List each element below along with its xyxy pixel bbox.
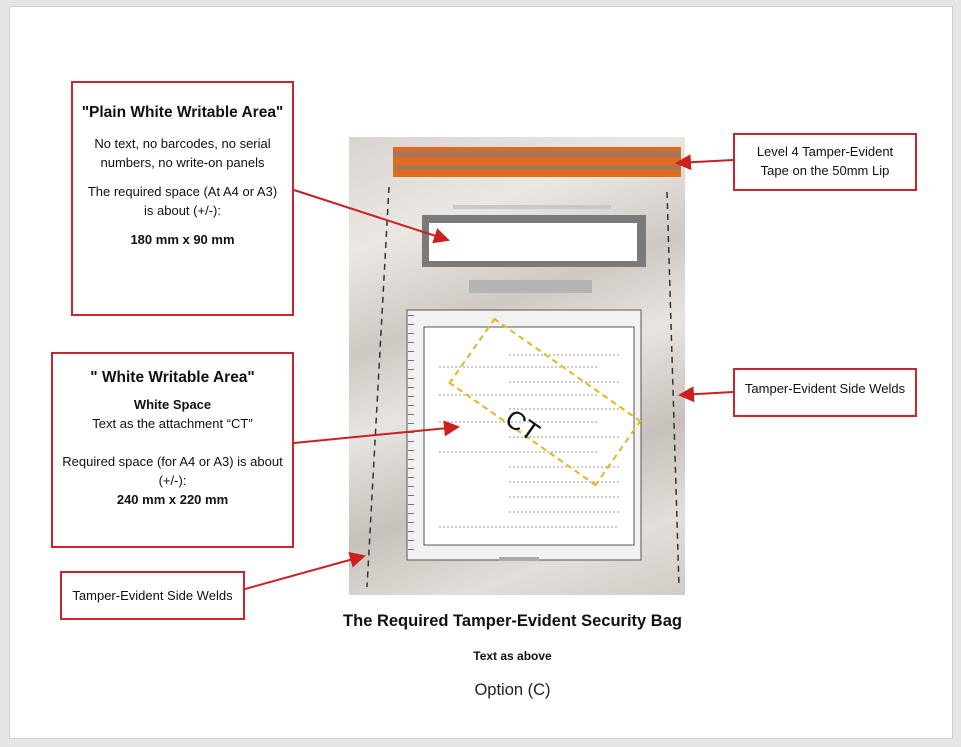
option-label: Option (C) [474,681,551,699]
side-welds-left-label: Tamper-Evident Side Welds [72,588,233,603]
tape-label-line2: Tape on the 50mm Lip [760,163,890,178]
plain-area-restrictions: No text, no barcodes, no serial numbers, no write-on panels [94,136,271,170]
writable-area-white-space: White Space [133,397,212,412]
side-welds-callout-left [60,571,245,620]
seal-line [453,205,611,209]
right-side-weld [667,192,679,587]
bottom-strip [499,557,539,561]
tape-band-bottom [393,165,681,170]
tape-band-top [393,151,681,157]
figure-subcaption: Text as above [473,649,552,663]
writable-area-dimensions: 240 mm x 220 mm [116,492,229,507]
writable-area-heading: " White Writable Area" [90,369,255,386]
plain-white-area-callout [71,81,294,316]
side-welds-right-label: Tamper-Evident Side Welds [744,381,906,396]
ct-label: CT [499,402,546,448]
writable-area-required-space: Required space (for A4 or A3) is about (+/-): [62,454,283,488]
plain-area-required-space: The required space (At A4 or A3) is about (+/-): [87,184,278,218]
tamper-tape-callout [733,133,917,191]
plain-white-area [429,223,637,261]
grey-strip [469,280,592,293]
side-welds-callout-right [733,368,917,417]
tape-label-line1: Level 4 Tamper-Evident [756,144,894,159]
plain-area-dimensions: 180 mm x 90 mm [130,232,235,247]
figure-caption: The Required Tamper-Evident Security Bag [343,612,682,630]
plain-area-heading: "Plain White Writable Area" [81,104,284,121]
writable-area-attachment-note: Text as the attachment “CT” [92,416,253,431]
white-writable-area-callout [51,352,294,548]
left-side-weld [367,187,389,587]
